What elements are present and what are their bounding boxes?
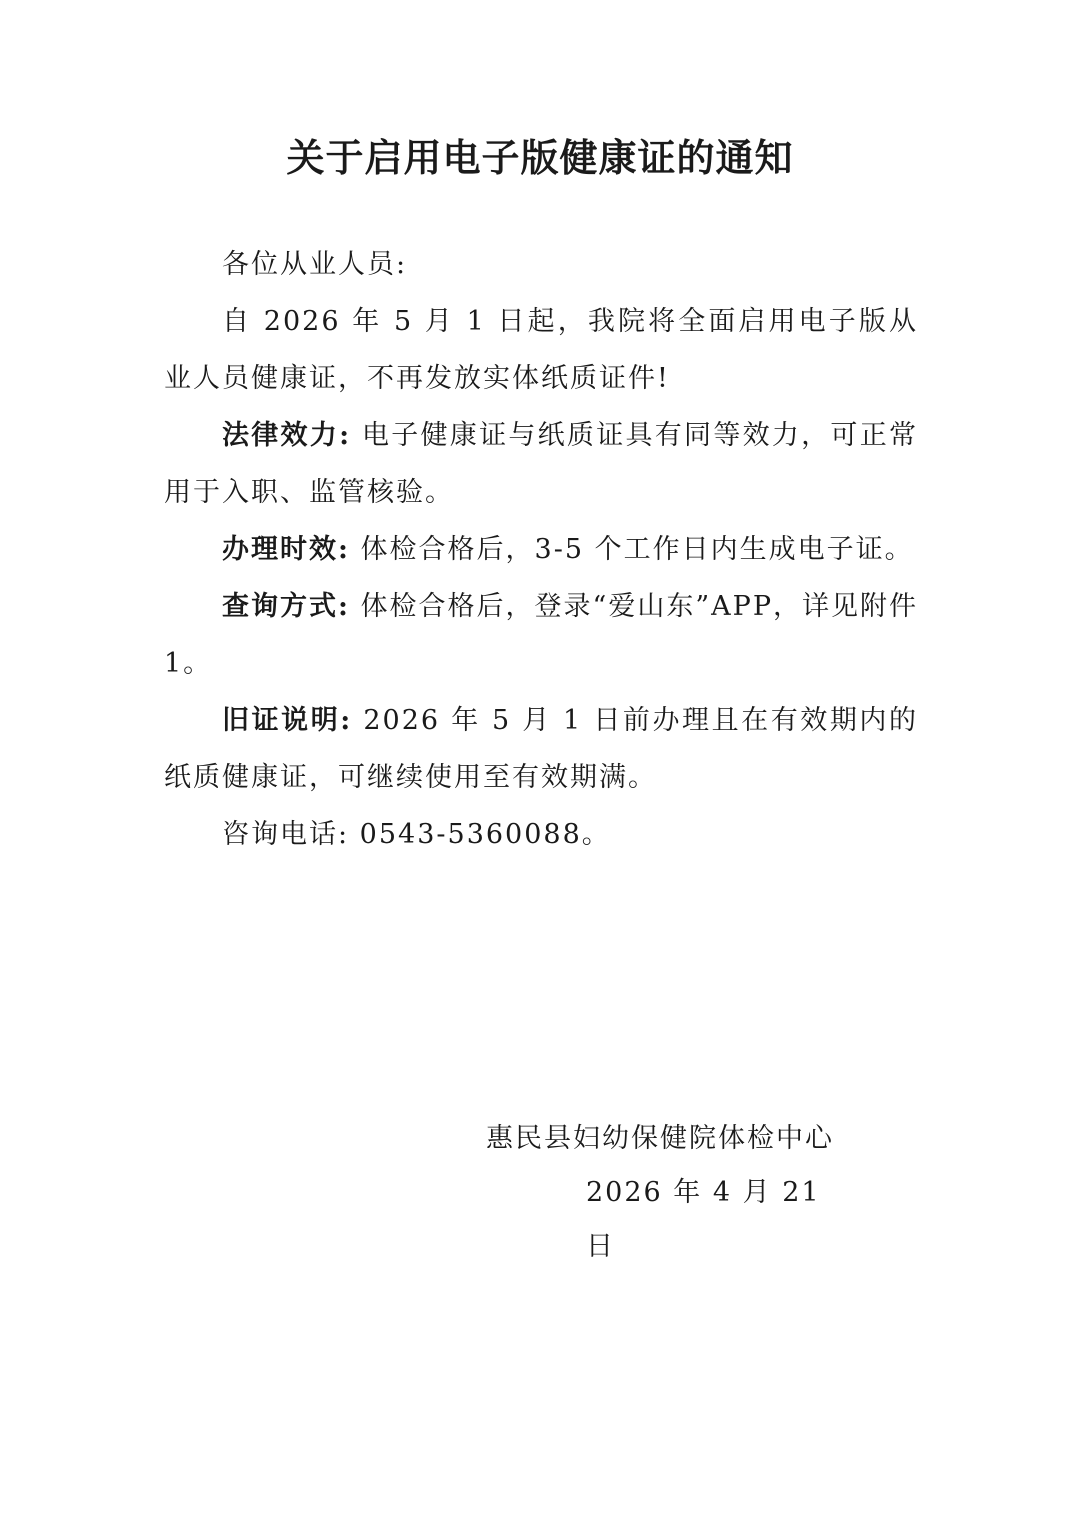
- paragraph-lead: 旧证说明:: [222, 705, 353, 736]
- paragraph-start-date: [164, 293, 918, 407]
- paragraph-legal-effect: [164, 407, 918, 521]
- paragraph-processing-time: [164, 521, 918, 578]
- paragraph-text: 体检合格后，3-5 个工作日内生成电子证。: [349, 534, 914, 565]
- notice-body: [164, 236, 918, 863]
- paragraph-lead: 查询方式:: [222, 591, 350, 622]
- paragraph-text: 体检合格后，登录“爱山东”APP，详见附件 1。: [164, 591, 918, 679]
- paragraph-text: 2026 年 5 月 1 日前办理且在有效期内的纸质健康证，可继续使用至有效期满。: [164, 705, 918, 793]
- paragraph-text: 自 2026 年 5 月 1 日起，我院将全面启用电子版从业人员健康证，不再发放实体纸质证件!: [164, 306, 918, 394]
- paragraph-lead: 办理时效:: [222, 534, 350, 565]
- contact-phone: 咨询电话: 0543-5360088。: [222, 819, 611, 850]
- signature-organization: 惠民县妇幼保健院体检中心: [486, 1123, 834, 1154]
- paragraph-lead: 法律效力:: [222, 420, 352, 451]
- signature-date: 2026 年 4 月 21 日: [586, 1177, 821, 1262]
- greeting: 各位从业人员:: [222, 249, 408, 280]
- paragraph-text: 电子健康证与纸质证具有同等效力，可正常用于入职、监管核验。: [164, 420, 918, 508]
- signature-block: [486, 1112, 846, 1274]
- paragraph-query-method: [164, 578, 918, 692]
- paragraph-old-certificate: [164, 692, 918, 806]
- document-title: 关于启用电子版健康证的通知: [286, 135, 794, 180]
